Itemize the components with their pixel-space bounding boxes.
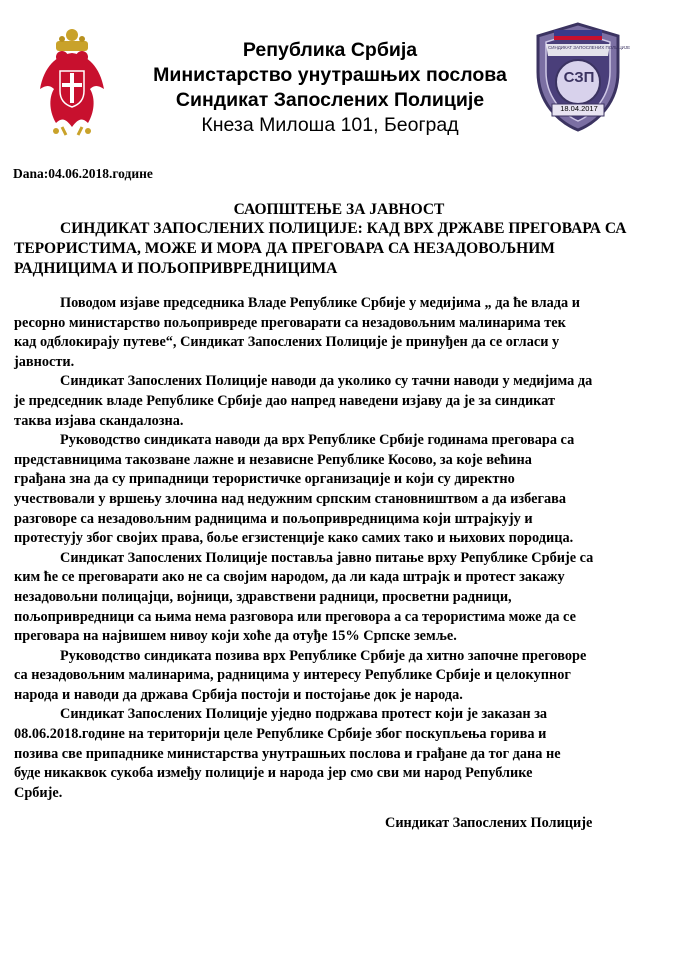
body-line: Руководство синдиката позива врх Републике Србије да хитно започне преговоре [60,647,587,664]
body-line: протестују због својих права, боље егзистенције како самих тако и њихових породица. [14,530,574,547]
body-line: кад одблокирају путеве“, Синдикат Запослених Полиције је принуђен да се огласи у [14,334,560,351]
body-line: представницима такозване лажне и независне Републике Косово, за које већина [14,451,532,468]
body-line: Руководство синдиката наводи да врх Републике Србије годинама преговара са [60,432,575,449]
body-line: грађана зна да су припадници терористичке организације и који су директно [14,471,515,488]
body-line: позива све припаднике министарства унутрашњих послова и грађане да тог дана не [14,745,561,762]
document-subtitle [14,219,654,279]
subtitle-line: СИНДИКАТ ЗАПОСЛЕНИХ ПОЛИЦИЈЕ: КАД ВРХ ДРЖАВЕ ПРЕГОВАРА СА [60,220,627,237]
body-line: Синдикат Запослених Полиције наводи да уколико су тачни наводи у медијима да [60,373,593,390]
document-title: САОПШТЕЊЕ ЗА ЈАВНОСТ [233,201,445,218]
badge-date: 18.04.2017 [560,104,598,113]
body-line: Синдикат Запослених Полиције уједно подржава протест који је заказан за [60,706,548,723]
body-line: 08.06.2018.године на територији целе Републике Србије због поскупљења горива и [14,726,547,743]
header-line-ministry: Министарство унутрашњих послова [153,64,507,86]
document-body [14,294,664,803]
body-line: Синдикат Запослених Полиције поставља јавно питање врху Републике Србије са [60,549,594,566]
body-line: са незадовољним малинарима, радницима у интересу Републике Србије и целокупног [14,667,571,684]
body-line: јавности. [14,353,75,370]
body-line: ким ће се преговарати ако не са својим народом, да ли када штрајк и протест закажу [14,569,565,586]
header-line-union: Синдикат Запослених Полиције [175,89,485,111]
body-line: Поводом изјаве председника Владе Републике Србије у медијима „ да ће влада и [60,295,580,311]
body-line: ресорно министарство пољопривреде преговарати са незадовољним малинарима тек [14,314,566,331]
body-line: учествовали у вршењу злочина над недужним српским становништвом а да избегава [14,490,566,507]
header-address: Кнеза Милоша 101, Београд [201,114,459,136]
document-date: Dana:04.06.2018.године [13,166,153,181]
signature: Синдикат Запослених Полиције [385,815,593,831]
header-line-republic: Република Србија [242,39,418,61]
body-line: Србије. [14,784,63,801]
badge-abbr: СЗП [563,69,595,86]
subtitle-line: ТЕРОРИСТИМА, МОЖЕ И МОРА ДА ПРЕГОВАРА СА НЕЗАДОВОЉНИМ [14,240,555,257]
body-line: буде никаквок сукоба између полиције и народа јер смо сви ми народ Републике [14,765,533,782]
subtitle-line: РАДНИЦИМА И ПОЉОПРИВРЕДНИЦИМА [14,260,338,277]
body-line: таква изјава скандалозна. [14,412,184,429]
body-line: преговара на највишем нивоу који хоће да отуђе 15% Српске земље. [14,628,457,645]
body-line: пољопривредници са њима нема разговора или преговора а са терористима може да се [14,608,576,625]
body-line: народа и наводи да држава Србија постоји и постојање док је народа. [14,686,463,703]
body-line: је председник владе Републике Србије дао напред наведени изјаву да је за синдикат [14,392,555,409]
body-line: разговоре са незадовољним радницима и пољопривредницима који штрајкују и [14,510,533,527]
body-line: незадовољни полицајци, војници, здравствени радници, просветни радници, [14,588,512,605]
badge-text-top: СИНДИКАТ ЗАПОСЛЕНИХ ПОЛИЦИЈЕ [548,45,631,50]
serbian-coat-of-arms-icon [36,27,108,139]
letterhead [130,38,530,138]
